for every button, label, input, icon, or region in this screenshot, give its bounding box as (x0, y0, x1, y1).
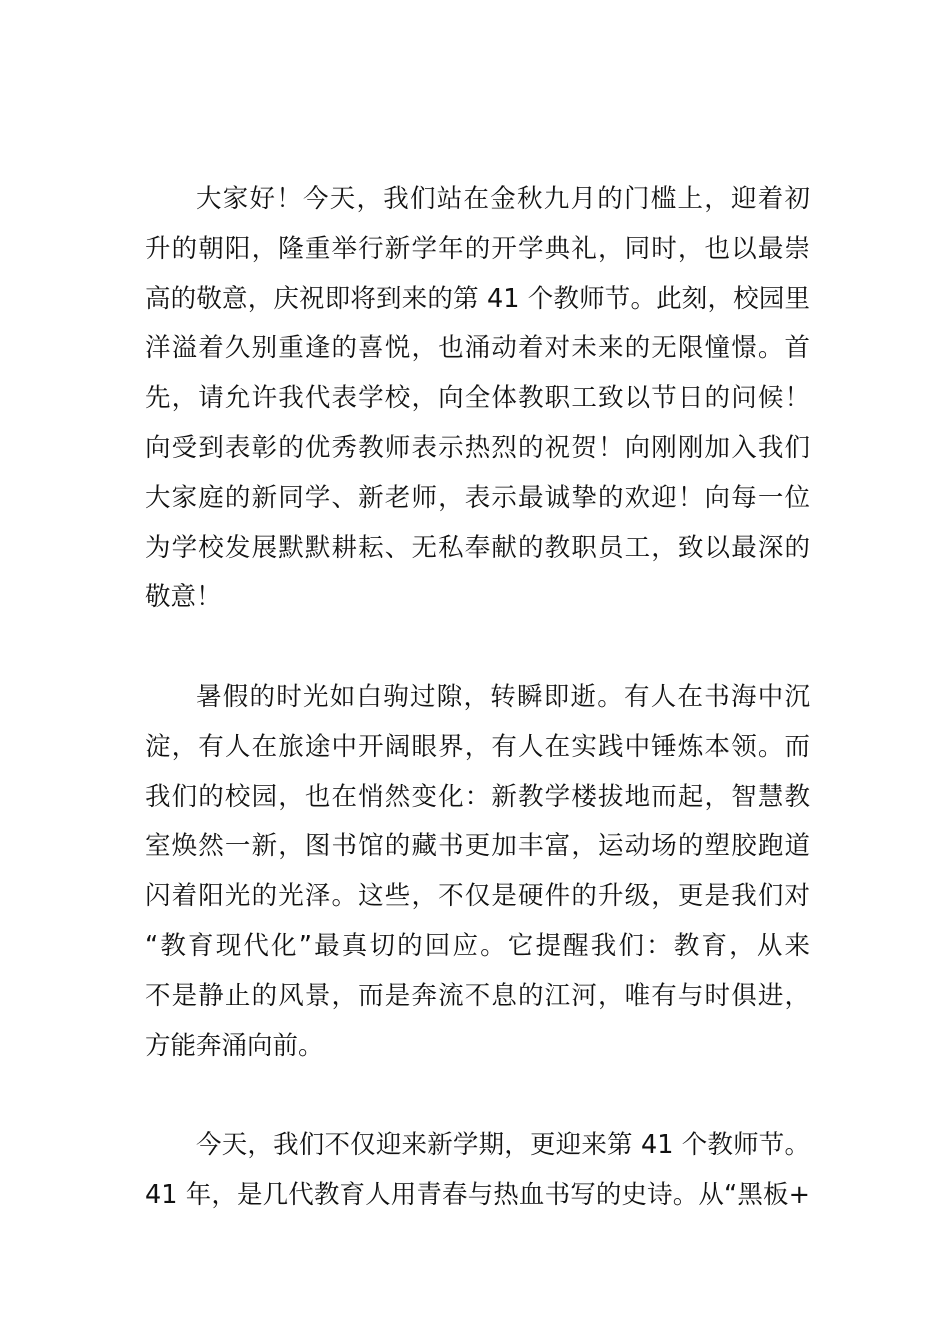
paragraph-line: 方能奔涌向前。 (145, 1030, 324, 1061)
paragraph-teachers-day (145, 1121, 810, 1221)
paragraph-line: 室焕然一新，图书馆的藏书更加丰富，运动场的塑胶跑道 (145, 831, 810, 862)
paragraph-line: 高的敬意，庆祝即将到来的第 41 个教师节。此刻，校园里 (145, 283, 810, 314)
paragraph-line: 向受到表彰的优秀教师表示热烈的祝贺！向刚刚加入我们 (145, 432, 810, 463)
paragraph-line: 我们的校园，也在悄然变化：新教学楼拔地而起，智慧教 (145, 781, 810, 812)
paragraph-line: 大家好！今天，我们站在金秋九月的门槛上，迎着初 (196, 184, 810, 214)
paragraph-line: “教育现代化”最真切的回应。它提醒我们：教育，从来 (145, 930, 810, 961)
paragraph-line: 41 年，是几代教育人用青春与热血书写的史诗。从“黑板+ (145, 1179, 810, 1210)
paragraph-line: 洋溢着久别重逢的喜悦，也涌动着对未来的无限憧憬。首 (145, 333, 810, 364)
paragraph-line: 升的朝阳，隆重举行新学年的开学典礼，同时，也以最崇 (145, 233, 810, 264)
paragraph-line: 大家庭的新同学、新老师，表示最诚挚的欢迎！向每一位 (145, 482, 810, 513)
paragraph-opening-greeting (145, 175, 810, 623)
paragraph-line: 闪着阳光的光泽。这些，不仅是硬件的升级，更是我们对 (145, 881, 810, 912)
paragraph-line: 淀，有人在旅途中开阔眼界，有人在实践中锤炼本领。而 (145, 731, 810, 762)
paragraph-line: 为学校发展默默耕耘、无私奉献的教职员工，致以最深的 (145, 532, 810, 563)
paragraph-line: 今天，我们不仅迎来新学期，更迎来第 41 个教师节。 (196, 1130, 810, 1160)
paragraph-summer-changes (145, 673, 810, 1071)
paragraph-line: 不是静止的风景，而是奔流不息的江河，唯有与时俱进， (145, 980, 810, 1011)
paragraph-line: 先，请允许我代表学校，向全体教职工致以节日的问候！ (145, 383, 810, 414)
paragraph-line: 敬意！ (145, 582, 222, 613)
paragraph-line: 暑假的时光如白驹过隙，转瞬即逝。有人在书海中沉 (196, 682, 810, 712)
